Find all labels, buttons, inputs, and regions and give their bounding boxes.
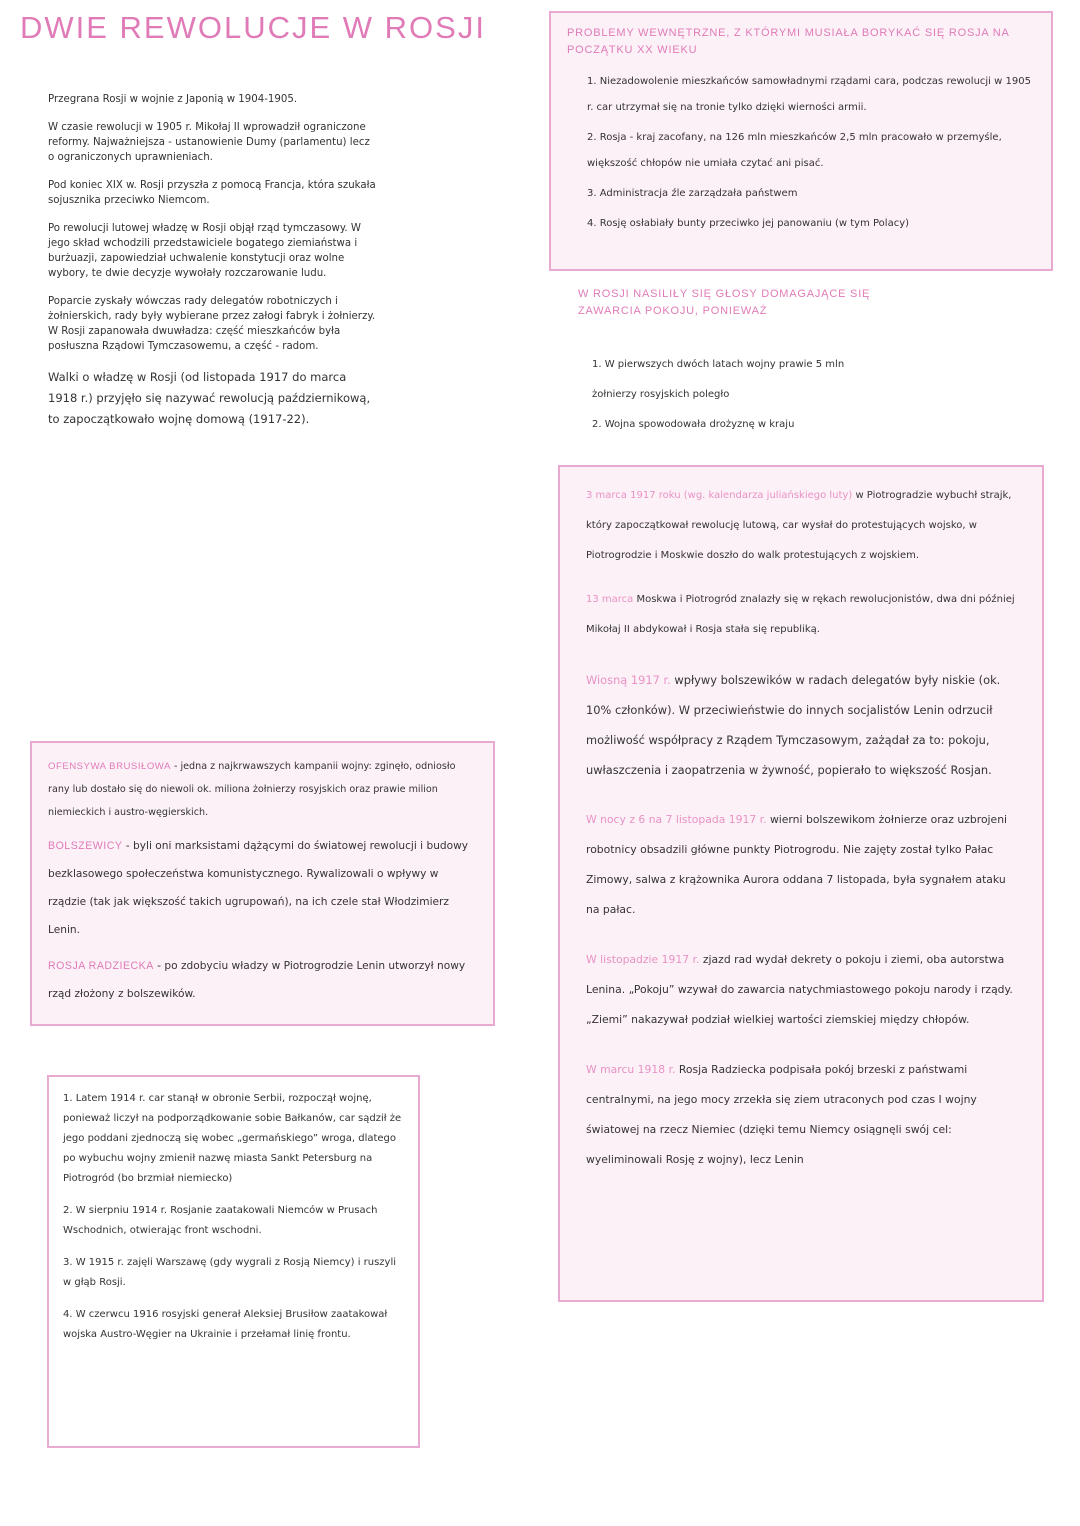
- box-title: PROBLEMY WEWNĘTRZNE, Z KTÓRYMI MUSIAŁA BORYKAĆ SIĘ ROSJA NA POCZĄTKU XX WIEKU: [567, 27, 1010, 56]
- list-item: 4. W czerwcu 1916 rosyjski generał Aleksiej Brusiłow zaatakował wojska Austro-Węgier na Ukrainie i przełamał linię frontu.: [63, 1309, 388, 1340]
- peace-list: [578, 350, 852, 440]
- note-paragraph: Walki o władzę w Rosji (od listopada 1917 do marca 1918 r.) przyjęło się nazywać rewolucją październikową, to zapoczątkowało wojnę domową (1917-22).: [48, 370, 371, 426]
- definition-label: BOLSZEWICY: [48, 840, 123, 852]
- timeline-paragraph: [586, 945, 1020, 1035]
- timeline-date: W marcu 1918 r.: [586, 1063, 676, 1076]
- timeline-text: Moskwa i Piotrogród znalazły się w rękach rewolucjonistów, dwa dni później Mikołaj II abdykował i Rosja stała się republiką.: [586, 594, 1015, 635]
- timeline-text: wpływy bolszewików w radach delegatów były niskie (ok. 10% członków). W przeciwieństwie do innych socjalistów Lenin odrzucił możliwość współpracy z Rządem Tymczasowym, zażądał za to: pokoju, uwłaszczenia i zaopatrzenia w żywność, popierało to większość Rosjan.: [586, 673, 1001, 777]
- definition-soviet-russia: [48, 952, 477, 1008]
- timeline-paragraph: [586, 481, 1020, 571]
- peace-section: [578, 286, 928, 440]
- definition-bolsheviks: [48, 832, 477, 944]
- timeline-date: 13 marca: [586, 594, 634, 605]
- timeline-text: Rosja Radziecka podpisała pokój brzeski z państwami centralnymi, na jego mocy zrzekła się ziem utraconych pod czas I wojny światowej na rzecz Niemiec (dzięki temu Niemcy osiągnęli swój cel: wyeliminowali Rosję z wojny), lecz Lenin: [586, 1063, 977, 1166]
- timeline-paragraph: [586, 1055, 1020, 1175]
- definition-text: - byli oni marksistami dążącymi do światowej rewolucji i budowy bezklasowego społeczeństwa komunistycznego. Rywalizowali o wpływy w rządzie (tak jak większość takich ugrupowań), na ich czele stał Włodzimierz Lenin.: [48, 840, 469, 936]
- timeline-date: W listopadzie 1917 r.: [586, 953, 700, 966]
- definition-text: - po zdobyciu władzy w Piotrogrodzie Lenin utworzył nowy rząd złożony z bolszewików.: [48, 960, 466, 1000]
- list-item: 3. W 1915 r. zajęli Warszawę (gdy wygrali z Rosją Niemcy) i ruszyli w głąb Rosji.: [63, 1257, 397, 1288]
- list-item: 1. Latem 1914 r. car stanął w obronie Serbii, rozpoczął wojnę, ponieważ liczył na podporządkowanie sobie Bałkanów, car sądził że jego poddani zjednoczą się wobec „germańskiego” wroga, dlatego po wybuchu wojny zmienił nazwę miasta Sankt Petersburg na Piotrogród (bo brzmiał niemiecko): [63, 1093, 402, 1184]
- problems-box: [549, 11, 1053, 271]
- note-paragraph: Po rewolucji lutowej władzę w Rosji objął rząd tymczasowy. W jego skład wchodzili przedstawiciele bogatego ziemiaństwa i burżuazji, zapowiedział uchwalenie konstytucji oraz wolne wybory, te dwie decyzje wywołały rozczarowanie ludu.: [48, 223, 361, 279]
- timeline-date: 3 marca 1917 roku (wg. kalendarza juliańskiego luty): [586, 490, 853, 501]
- definition-text: - jedna z najkrwawszych kampanii wojny: zginęło, odniosło rany lub dostało się do niewoli ok. miliona żołnierzy rosyjskich oraz prawie milion niemieckich i austro-węgierskich.: [48, 761, 456, 818]
- definition-label: OFENSYWA BRUSIŁOWA: [48, 761, 171, 772]
- note-paragraph: Poparcie zyskały wówczas rady delegatów robotniczych i żołnierskich, rady były wybierane przez załogi fabryk i żołnierzy. W Rosji zapanowała dwuwładza: część mieszkańców była posłuszna Rządowi Tymczasowemu, a część - radom.: [48, 296, 376, 352]
- section-title: W ROSJI NASILIŁY SIĘ GŁOSY DOMAGAJĄCE SIĘ ZAWARCIA POKOJU, PONIEWAŻ: [578, 288, 871, 317]
- left-notes: [48, 92, 378, 443]
- list-item: 3. Administracja źle zarządzała państwem: [587, 188, 798, 199]
- list-item: 2. Wojna spowodowała drożyznę w kraju: [592, 419, 795, 430]
- timeline-paragraph: [586, 585, 1020, 645]
- definition-label: ROSJA RADZIECKA: [48, 960, 154, 972]
- note-paragraph: W czasie rewolucji w 1905 r. Mikołaj II wprowadził ograniczone reformy. Najważniejsza - ustanowienie Dumy (parlamentu) lecz o ograniczonych uprawnieniach.: [48, 122, 370, 163]
- list-item: 1. Niezadowolenie mieszkańców samowładnymi rządami cara, podczas rewolucji w 1905 r. car utrzymał się na tronie tylko dzięki wierności armii.: [587, 76, 1031, 113]
- timeline-paragraph: [586, 665, 1020, 785]
- timeline-text: w Piotrogradzie wybuchł strajk, który zapoczątkował rewolucję lutową, car wysłał do protestujących wojsko, w Piotrogrodzie i Moskwie doszło do walk protestujących z wojskiem.: [586, 490, 1012, 561]
- timeline-box: [558, 465, 1044, 1302]
- timeline-date: Wiosną 1917 r.: [586, 673, 671, 687]
- ww1-box: [47, 1075, 420, 1448]
- timeline-text: zjazd rad wydał dekrety o pokoju i ziemi, oba autorstwa Lenina. „Pokoju” wzywał do zawarcia natychmiastowego pokoju narody i rządy. „Ziemi” nakazywał podział wielkiej wartości ziemskiej między chłopów.: [586, 953, 1013, 1026]
- timeline-text: wierni bolszewikom żołnierze oraz uzbrojeni robotnicy obsadzili główne punkty Piotrogrodu. Nie zajęty został tylko Pałac Zimowy, salwa z krążownika Aurora oddana 7 listopada, była sygnałem ataku na pałac.: [586, 813, 1008, 916]
- list-item: 4. Rosję osłabiały bunty przeciwko jej panowaniu (w tym Polacy): [587, 218, 910, 229]
- timeline-date: W nocy z 6 na 7 listopada 1917 r.: [586, 813, 767, 826]
- list-item: 2. W sierpniu 1914 r. Rosjanie zaatakowali Niemców w Prusach Wschodnich, otwierając front wschodni.: [63, 1205, 378, 1236]
- definition-offensive: [48, 755, 477, 824]
- problems-list: [567, 69, 1035, 237]
- list-item: 1. W pierwszych dwóch latach wojny prawie 5 mln żołnierzy rosyjskich poległo: [592, 359, 845, 400]
- note-paragraph: Pod koniec XIX w. Rosji przyszła z pomocą Francja, która szukała sojusznika przeciwko Niemcom.: [48, 180, 376, 206]
- list-item: 2. Rosja - kraj zacofany, na 126 mln mieszkańców 2,5 mln pracowało w przemyśle, większość chłopów nie umiała czytać ani pisać.: [587, 132, 1002, 169]
- definitions-box: [30, 741, 495, 1026]
- page-title: DWIE REWOLUCJE W ROSJI: [20, 10, 486, 45]
- timeline-paragraph: [586, 805, 1020, 925]
- note-paragraph: Przegrana Rosji w wojnie z Japonią w 1904-1905.: [48, 94, 298, 105]
- ww1-list: [63, 1089, 404, 1345]
